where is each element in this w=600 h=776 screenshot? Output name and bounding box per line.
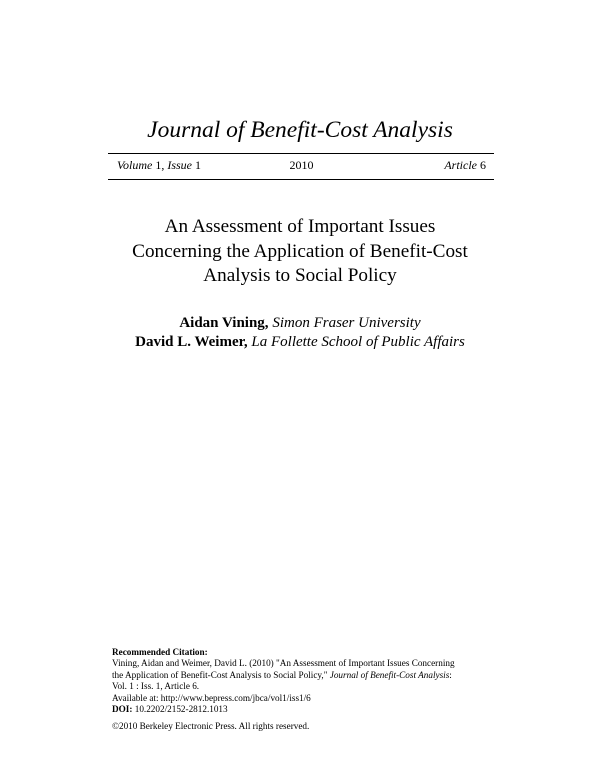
author-name: Aidan Vining, xyxy=(179,315,269,331)
author-name: David L. Weimer, xyxy=(135,334,248,350)
citation-line: Vining, Aidan and Weimer, David L. (2010) "An Assessment of Important Issues Concerning xyxy=(112,658,455,669)
issue-number: 1 xyxy=(195,158,201,172)
volume-issue: Volume 1, Issue 1 xyxy=(117,158,201,172)
citation-text: : xyxy=(449,669,452,680)
article-title xyxy=(80,215,520,289)
header-rule-bottom xyxy=(108,179,494,180)
article-title-line: Analysis to Social Policy xyxy=(203,265,397,286)
author-list xyxy=(40,314,560,352)
article-title-line: Concerning the Application of Benefit-Cost xyxy=(132,240,468,262)
recommended-citation xyxy=(112,647,512,733)
citation-doi xyxy=(112,704,512,715)
issue-info-row xyxy=(117,158,486,176)
author-entry xyxy=(40,314,560,333)
doi-value: 10.2202/2152-2812.1013 xyxy=(132,704,228,715)
article-number xyxy=(444,158,486,173)
citation-line: Vol. 1 : Iss. 1, Article 6. xyxy=(112,681,200,692)
author-affiliation: La Follette School of Public Affairs xyxy=(251,334,465,350)
volume-number: 1 xyxy=(155,158,162,172)
article-number-value: 6 xyxy=(480,158,486,172)
citation-journal: Journal of Benefit-Cost Analysis xyxy=(329,669,450,680)
article-title-line: An Assessment of Important Issues xyxy=(164,216,436,237)
doi-label: DOI: xyxy=(112,704,133,715)
issue-label: Issue xyxy=(167,158,192,172)
citation-line xyxy=(112,670,512,681)
citation-heading: Recommended Citation: xyxy=(112,647,208,657)
journal-title: Journal of Benefit-Cost Analysis xyxy=(147,117,453,143)
header-rule-top xyxy=(108,153,494,154)
citation-availability: Available at: http://www.bepress.com/jbca/vol1/iss1/6 xyxy=(112,692,311,703)
volume-label: Volume xyxy=(117,158,153,172)
author-entry xyxy=(40,333,560,352)
citation-text: the Application of Benefit-Cost Analysis to Social Policy," xyxy=(112,669,330,680)
author-affiliation: Simon Fraser University xyxy=(272,315,421,331)
copyright-notice: ©2010 Berkeley Electronic Press. All rights reserved. xyxy=(112,721,310,732)
publication-year: 2010 xyxy=(289,158,314,172)
article-label: Article xyxy=(444,158,477,172)
